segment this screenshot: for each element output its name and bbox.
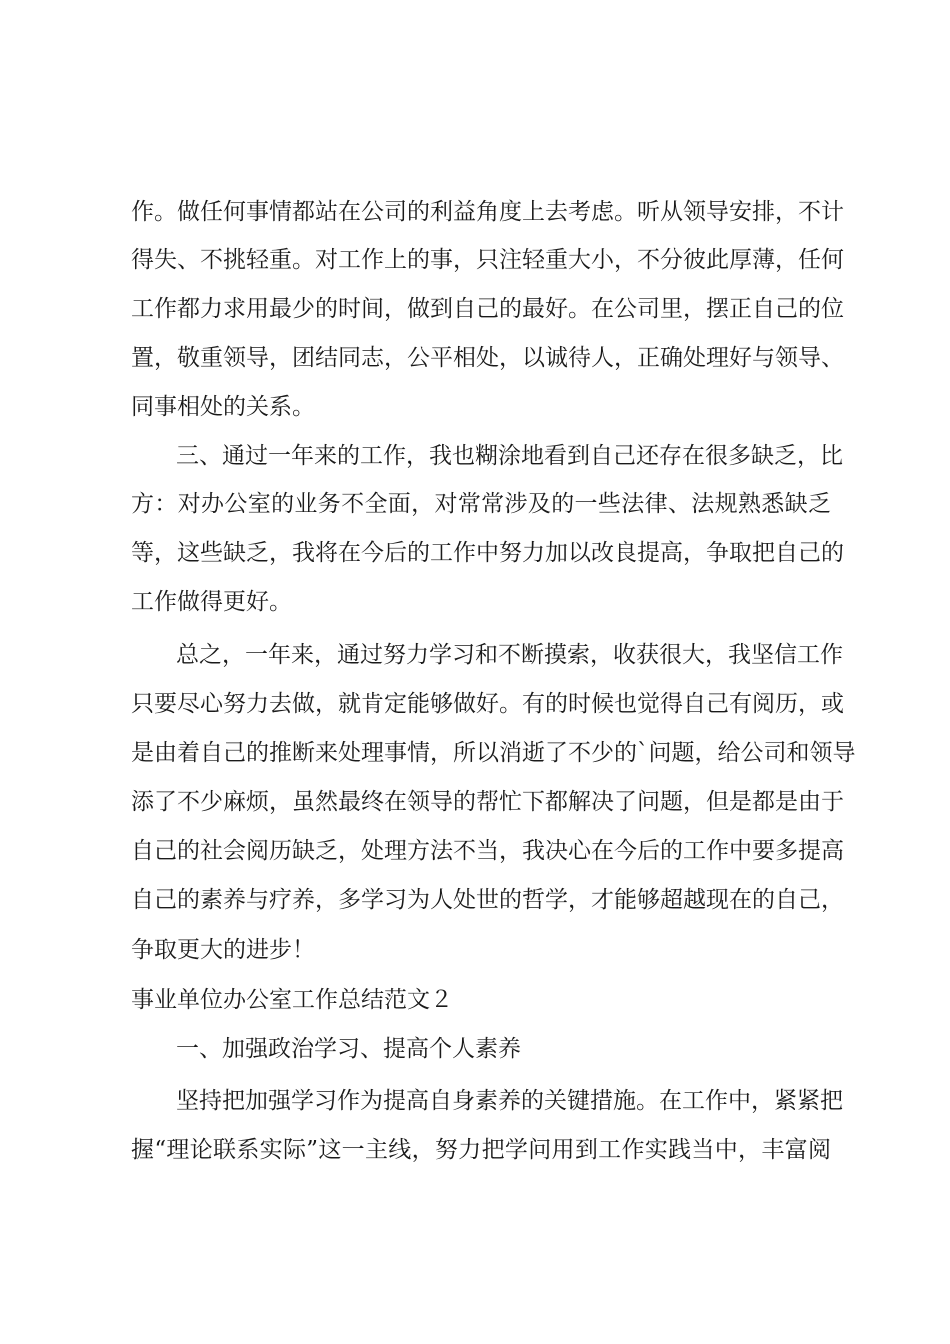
paragraph-line: 只要尽心努力去做，就肯定能够做好。有的时候也觉得自己有阅历，或 xyxy=(131,691,844,717)
paragraph-line: 等，这些缺乏，我将在今后的工作中努力加以改良提高，争取把自己的 xyxy=(131,540,844,566)
paragraph-line: 添了不少麻烦，虽然最终在领导的帮忙下都解决了问题，但是都是由于 xyxy=(131,789,844,815)
paragraph-line: 工作都力求用最少的时间，做到自己的最好。在公司里，摆正自己的位 xyxy=(131,296,844,322)
paragraph-line: 工作做得更好。 xyxy=(131,589,292,615)
paragraph-line: 作。做任何事情都站在公司的利益角度上去考虑。听从领导安排，不计 xyxy=(131,199,844,225)
paragraph-line: 方：对办公室的业务不全面，对常常涉及的一些法律、法规熟悉缺乏 xyxy=(131,491,831,517)
paragraph-line: 是由着自己的推断来处理事情，所以消逝了不少的`问题，给公司和领导 xyxy=(131,740,856,766)
section-heading: 一、加强政治学习、提高个人素养 xyxy=(176,1036,521,1062)
paragraph-line: 得失、不挑轻重。对工作上的事，只注轻重大小，不分彼此厚薄，任何 xyxy=(131,247,844,273)
paragraph-line: 置，敬重领导，团结同志，公平相处，以诚待人，正确处理好与领导、 xyxy=(131,345,844,371)
paragraph-line: 三、通过一年来的工作，我也糊涂地看到自己还存在很多缺乏，比 xyxy=(176,443,843,469)
paragraph-line: 握“理论联系实际”这一主线，努力把学问用到工作实践当中，丰富阅 xyxy=(131,1137,831,1163)
paragraph-line: 同事相处的关系。 xyxy=(131,394,315,420)
paragraph-line: 自己的素养与疗养，多学习为人处世的哲学，才能够超越现在的自己， xyxy=(131,887,844,913)
paragraph-line: 自己的社会阅历缺乏，处理方法不当，我决心在今后的工作中要多提高 xyxy=(131,838,844,864)
section-title: 事业单位办公室工作总结范文２ xyxy=(131,987,453,1013)
paragraph-line: 争取更大的进步！ xyxy=(131,937,315,963)
paragraph-line: 坚持把加强学习作为提高自身素养的关键措施。在工作中，紧紧把 xyxy=(176,1088,843,1114)
paragraph-line: 总之，一年来，通过努力学习和不断摸索，收获很大，我坚信工作 xyxy=(176,642,843,668)
